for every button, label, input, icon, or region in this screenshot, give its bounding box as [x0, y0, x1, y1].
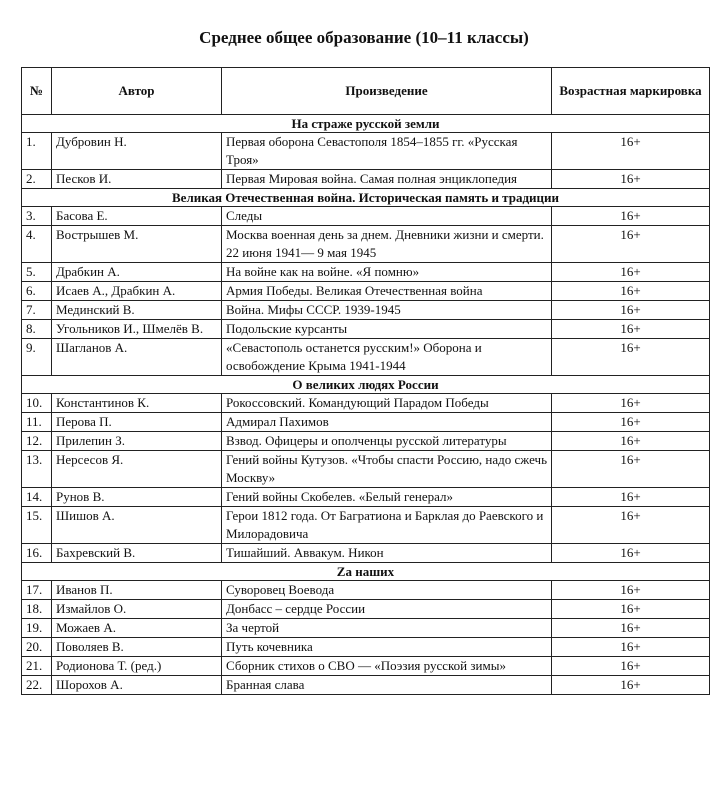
table-row [22, 432, 710, 451]
row-work: Путь кочевника [222, 638, 552, 657]
row-age-rating: 16+ [552, 657, 710, 676]
section-title: О великих людях России [22, 376, 710, 394]
book-list-table [21, 67, 710, 695]
row-number: 7. [22, 301, 52, 320]
section-heading-row [22, 189, 710, 207]
row-author: Шагланов А. [52, 339, 222, 376]
row-author: Прилепин З. [52, 432, 222, 451]
row-number: 3. [22, 207, 52, 226]
row-work: Гений войны Скобелев. «Белый генерал» [222, 488, 552, 507]
row-work: На войне как на войне. «Я помню» [222, 263, 552, 282]
row-work: Следы [222, 207, 552, 226]
row-number: 21. [22, 657, 52, 676]
row-number: 17. [22, 581, 52, 600]
table-row [22, 170, 710, 189]
section-title: Zа наших [22, 563, 710, 581]
row-work: Война. Мифы СССР. 1939-1945 [222, 301, 552, 320]
row-number: 6. [22, 282, 52, 301]
row-number: 5. [22, 263, 52, 282]
section-heading-row [22, 376, 710, 394]
row-author: Угольников И., Шмелёв В. [52, 320, 222, 339]
row-number: 2. [22, 170, 52, 189]
table-row [22, 282, 710, 301]
row-work: Герои 1812 года. От Багратиона и Барклая до Раевского и Милорадовича [222, 507, 552, 544]
row-age-rating: 16+ [552, 581, 710, 600]
table-row [22, 581, 710, 600]
header-number: № [22, 68, 52, 115]
row-work: Суворовец Воевода [222, 581, 552, 600]
row-work: Первая оборона Севастополя 1854–1855 гг. «Русская Троя» [222, 133, 552, 170]
row-work: Гений войны Кутузов. «Чтобы спасти Россию, надо сжечь Москву» [222, 451, 552, 488]
row-work: За чертой [222, 619, 552, 638]
row-author: Шишов А. [52, 507, 222, 544]
row-author: Вострышев М. [52, 226, 222, 263]
table-row [22, 133, 710, 170]
row-age-rating: 16+ [552, 544, 710, 563]
row-number: 9. [22, 339, 52, 376]
row-author: Рунов В. [52, 488, 222, 507]
row-author: Иванов П. [52, 581, 222, 600]
row-author: Можаев А. [52, 619, 222, 638]
row-work: Бранная слава [222, 676, 552, 695]
table-row [22, 413, 710, 432]
row-number: 4. [22, 226, 52, 263]
row-work: Рокоссовский. Командующий Парадом Победы [222, 394, 552, 413]
table-row [22, 544, 710, 563]
table-row [22, 301, 710, 320]
row-number: 19. [22, 619, 52, 638]
row-work: Москва военная день за днем. Дневники жизни и смерти. 22 июня 1941— 9 мая 1945 [222, 226, 552, 263]
row-age-rating: 16+ [552, 451, 710, 488]
row-author: Измайлов О. [52, 600, 222, 619]
row-author: Нерсесов Я. [52, 451, 222, 488]
row-work: Донбасс – сердце России [222, 600, 552, 619]
row-age-rating: 16+ [552, 226, 710, 263]
row-author: Поволяев В. [52, 638, 222, 657]
table-row [22, 676, 710, 695]
row-number: 10. [22, 394, 52, 413]
row-author: Песков И. [52, 170, 222, 189]
row-author: Шорохов А. [52, 676, 222, 695]
row-author: Басова Е. [52, 207, 222, 226]
table-row [22, 207, 710, 226]
row-author: Бахревский В. [52, 544, 222, 563]
row-age-rating: 16+ [552, 488, 710, 507]
row-author: Мединский В. [52, 301, 222, 320]
row-number: 11. [22, 413, 52, 432]
row-age-rating: 16+ [552, 507, 710, 544]
table-row [22, 619, 710, 638]
section-title: На страже русской земли [22, 115, 710, 133]
row-number: 22. [22, 676, 52, 695]
section-heading-row [22, 563, 710, 581]
table-row [22, 394, 710, 413]
row-work: Взвод. Офицеры и ополченцы русской литературы [222, 432, 552, 451]
row-number: 20. [22, 638, 52, 657]
row-work: Адмирал Пахимов [222, 413, 552, 432]
row-age-rating: 16+ [552, 394, 710, 413]
section-title: Великая Отечественная война. Историческая память и традиции [22, 189, 710, 207]
row-work: Подольские курсанты [222, 320, 552, 339]
table-row [22, 488, 710, 507]
table-row [22, 263, 710, 282]
table-row [22, 226, 710, 263]
row-work: Тишайший. Аввакум. Никон [222, 544, 552, 563]
row-number: 12. [22, 432, 52, 451]
row-author: Константинов К. [52, 394, 222, 413]
table-row [22, 600, 710, 619]
row-author: Перова П. [52, 413, 222, 432]
row-number: 8. [22, 320, 52, 339]
row-age-rating: 16+ [552, 619, 710, 638]
row-author: Родионова Т. (ред.) [52, 657, 222, 676]
row-work: Армия Победы. Великая Отечественная война [222, 282, 552, 301]
row-age-rating: 16+ [552, 207, 710, 226]
row-number: 16. [22, 544, 52, 563]
row-age-rating: 16+ [552, 638, 710, 657]
table-row [22, 638, 710, 657]
row-author: Дубровин Н. [52, 133, 222, 170]
table-row [22, 451, 710, 488]
row-author: Исаев А., Драбкин А. [52, 282, 222, 301]
row-age-rating: 16+ [552, 282, 710, 301]
row-number: 13. [22, 451, 52, 488]
row-age-rating: 16+ [552, 432, 710, 451]
row-age-rating: 16+ [552, 133, 710, 170]
table-header-row [22, 68, 710, 115]
row-age-rating: 16+ [552, 413, 710, 432]
row-work: Первая Мировая война. Самая полная энциклопедия [222, 170, 552, 189]
row-age-rating: 16+ [552, 339, 710, 376]
table-row [22, 339, 710, 376]
row-age-rating: 16+ [552, 170, 710, 189]
row-work: «Севастополь останется русским!» Оборона и освобождение Крыма 1941-1944 [222, 339, 552, 376]
row-age-rating: 16+ [552, 301, 710, 320]
header-author: Автор [52, 68, 222, 115]
header-work: Произведение [222, 68, 552, 115]
row-age-rating: 16+ [552, 320, 710, 339]
row-author: Драбкин А. [52, 263, 222, 282]
page-title: Среднее общее образование (10–11 классы) [199, 28, 529, 47]
row-age-rating: 16+ [552, 600, 710, 619]
section-heading-row [22, 115, 710, 133]
row-age-rating: 16+ [552, 263, 710, 282]
table-row [22, 507, 710, 544]
row-number: 14. [22, 488, 52, 507]
row-number: 15. [22, 507, 52, 544]
row-number: 18. [22, 600, 52, 619]
row-work: Сборник стихов о СВО — «Поэзия русской зимы» [222, 657, 552, 676]
row-age-rating: 16+ [552, 676, 710, 695]
header-age-rating: Возрастная маркировка [552, 68, 710, 115]
row-number: 1. [22, 133, 52, 170]
table-body [22, 115, 710, 695]
table-row [22, 320, 710, 339]
table-row [22, 657, 710, 676]
